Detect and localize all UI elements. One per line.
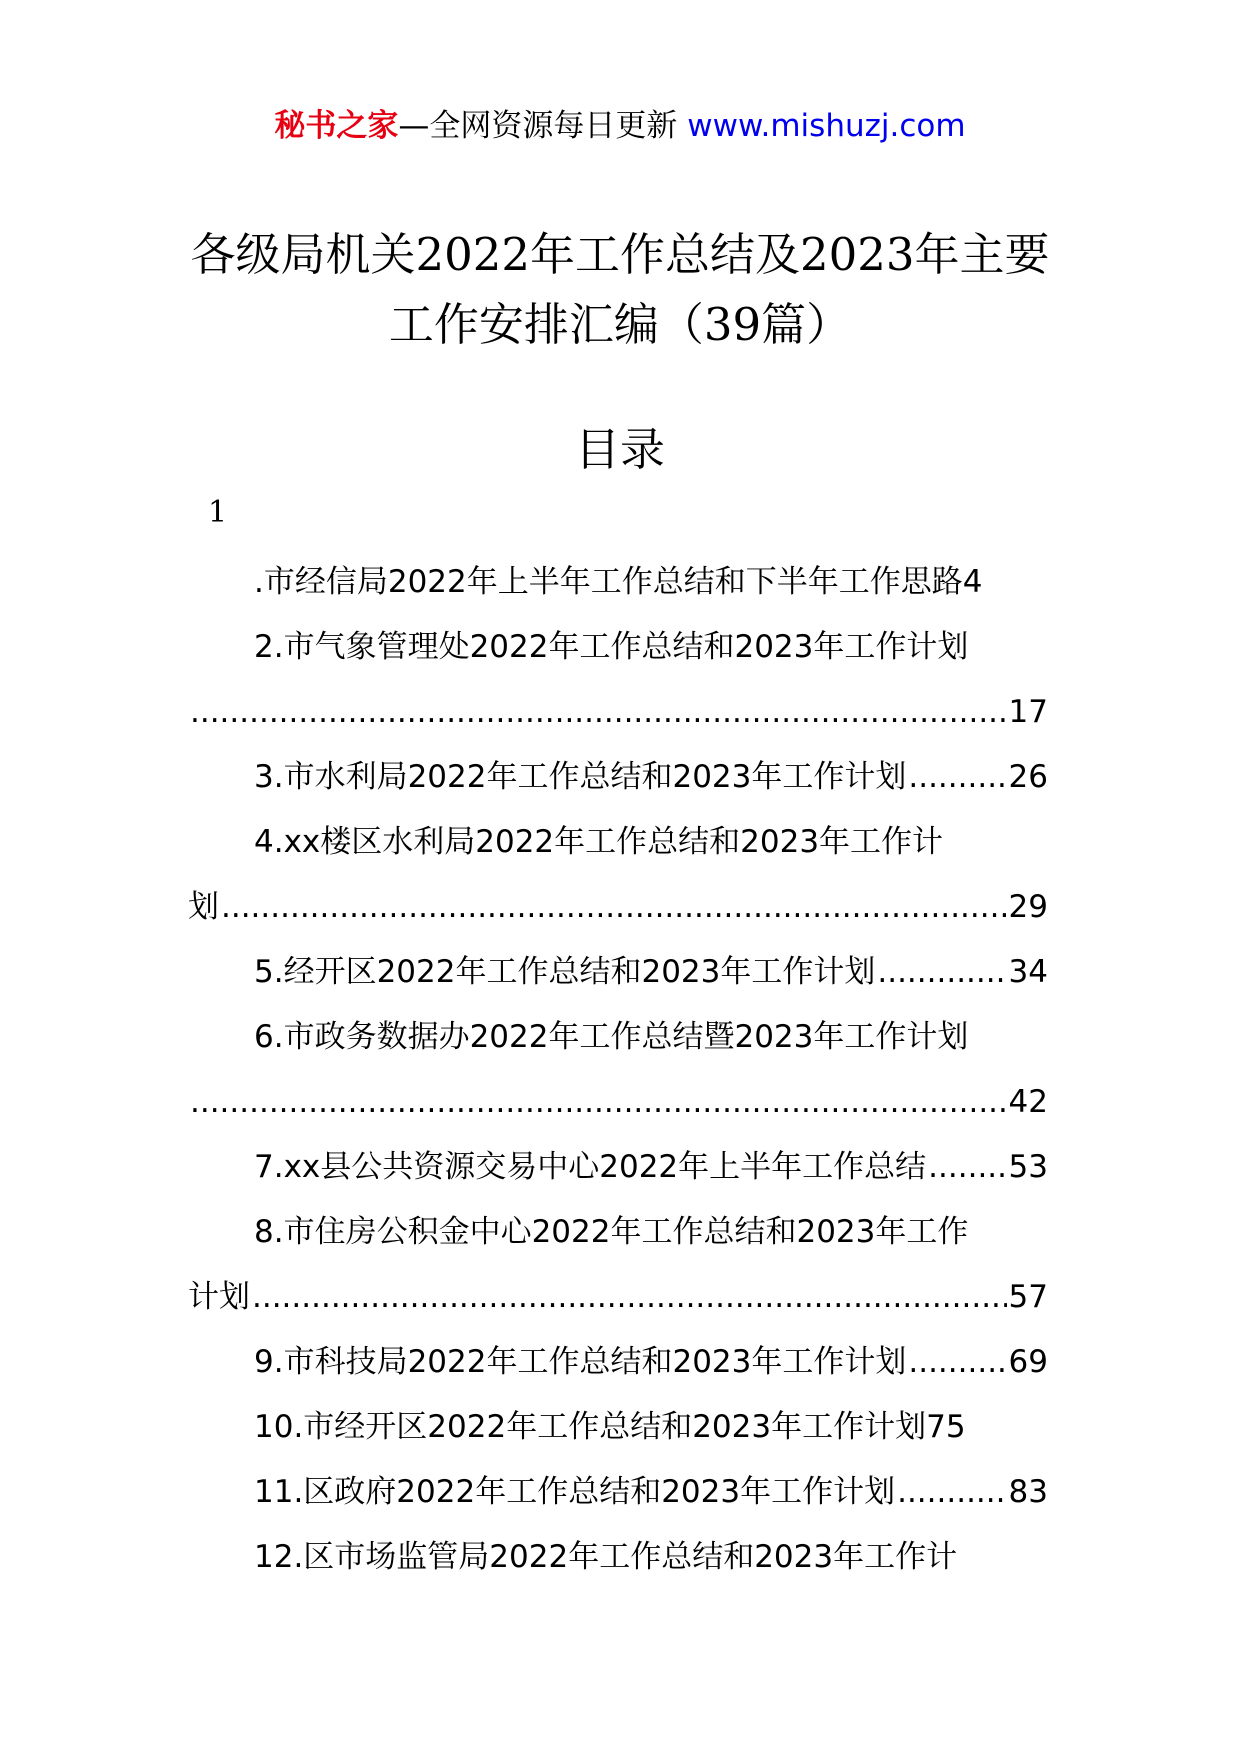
toc-item-text: 6.市政务数据办2022年工作总结暨2023年工作计划: [254, 1019, 969, 1055]
toc-item-page: 83: [1008, 1474, 1048, 1510]
table-of-contents: [188, 550, 1048, 1590]
toc-item-page: 53: [1008, 1149, 1048, 1185]
toc-item-12[interactable]: [188, 1525, 1048, 1590]
toc-item-6[interactable]: [188, 1005, 1048, 1070]
toc-item-text: 11.区政府2022年工作总结和2023年工作计划: [254, 1474, 896, 1510]
toc-item-page: 29: [1008, 889, 1048, 925]
toc-stray-number: 1: [208, 495, 228, 530]
title-line-2: 工作安排汇编（39篇）: [388, 298, 852, 351]
toc-item-5[interactable]: [188, 940, 1048, 1005]
dot-leader: [908, 745, 1006, 810]
toc-item-2[interactable]: [188, 615, 1048, 680]
toc-item-6-leader[interactable]: [188, 1070, 1048, 1135]
toc-item-8[interactable]: [188, 1200, 1048, 1265]
dot-leader: [897, 1460, 1006, 1525]
toc-item-text: 8.市住房公积金中心2022年工作总结和2023年工作: [254, 1214, 969, 1250]
toc-heading: 目录: [574, 423, 665, 476]
toc-item-10[interactable]: [188, 1395, 1048, 1460]
document-title: [150, 220, 1090, 360]
header-slogan: —全网资源每日更新: [398, 108, 678, 144]
toc-item-1[interactable]: [188, 550, 1048, 615]
toc-item-text: 10.市经开区2022年工作总结和2023年工作计划: [254, 1409, 927, 1445]
toc-item-text-cont: 计划: [188, 1279, 250, 1315]
toc-item-8-cont[interactable]: [188, 1265, 1048, 1330]
toc-item-text: 9.市科技局2022年工作总结和2023年工作计划: [254, 1344, 907, 1380]
dot-leader: [252, 1265, 1007, 1330]
site-header: [0, 100, 1240, 145]
toc-item-page: 26: [1008, 759, 1048, 795]
toc-item-2-leader[interactable]: [188, 680, 1048, 745]
dot-leader: [221, 875, 1007, 940]
toc-item-text: .市经信局2022年上半年工作总结和下半年工作思路: [254, 564, 963, 600]
toc-item-4[interactable]: [188, 810, 1048, 875]
toc-item-3[interactable]: [188, 745, 1048, 810]
site-url-link[interactable]: www.mishuzj.com: [687, 108, 966, 144]
dot-leader: [928, 1135, 1006, 1200]
toc-item-11[interactable]: [188, 1460, 1048, 1525]
toc-item-text: 4.xx楼区水利局2022年工作总结和2023年工作计: [254, 824, 944, 860]
toc-item-text-cont: 划: [188, 889, 219, 925]
toc-item-page: 34: [1008, 954, 1048, 990]
toc-item-page: 57: [1008, 1279, 1048, 1315]
dot-leader: [190, 1070, 1007, 1135]
toc-item-page: 4: [962, 564, 983, 600]
dot-leader: [877, 940, 1006, 1005]
toc-item-page: 69: [1008, 1344, 1048, 1380]
toc-item-text: 3.市水利局2022年工作总结和2023年工作计划: [254, 759, 907, 795]
toc-item-9[interactable]: [188, 1330, 1048, 1395]
toc-item-7[interactable]: [188, 1135, 1048, 1200]
brand-name: 秘书之家: [274, 108, 399, 144]
dot-leader: [908, 1330, 1006, 1395]
toc-item-text: 7.xx县公共资源交易中心2022年上半年工作总结: [254, 1149, 927, 1185]
toc-item-text: 5.经开区2022年工作总结和2023年工作计划: [254, 954, 876, 990]
toc-item-page: 75: [926, 1409, 966, 1445]
toc-item-page: 17: [1008, 694, 1048, 730]
title-line-1: 各级局机关2022年工作总结及2023年主要: [190, 228, 1050, 281]
toc-item-page: 42: [1008, 1084, 1048, 1120]
toc-item-text: 2.市气象管理处2022年工作总结和2023年工作计划: [254, 629, 969, 665]
toc-item-text: 12.区市场监管局2022年工作总结和2023年工作计: [254, 1539, 958, 1575]
toc-item-4-cont[interactable]: [188, 875, 1048, 940]
dot-leader: [190, 680, 1007, 745]
